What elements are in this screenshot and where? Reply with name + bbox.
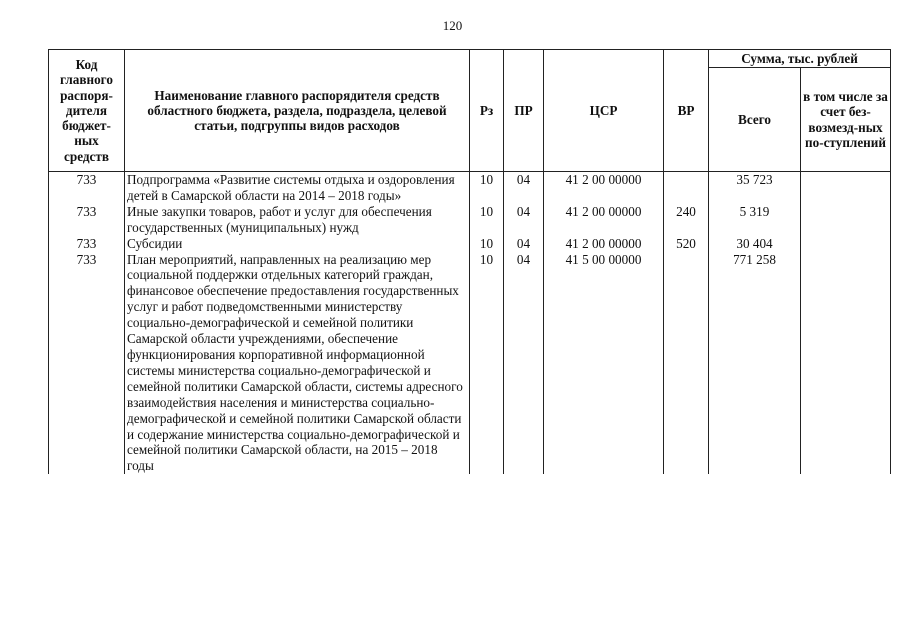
- row-rz: 10: [470, 172, 504, 204]
- row-incl: [801, 172, 891, 204]
- header-csr: ЦСР: [544, 50, 664, 172]
- header-pr: ПР: [504, 50, 544, 172]
- row-csr: 41 2 00 00000: [544, 172, 664, 204]
- row-vr: 520: [664, 236, 709, 252]
- row-total: 30 404: [709, 236, 801, 252]
- row-name: Субсидии: [125, 236, 470, 252]
- row-incl: [801, 236, 891, 252]
- header-sum: Сумма, тыс. рублей: [709, 50, 891, 68]
- header-code: Код главного распоря-дителя бюджет-ных средств: [49, 50, 125, 172]
- row-code: 733: [49, 204, 125, 236]
- header-name: Наименование главного распорядителя средств областного бюджета, раздела, подраздела, целевой статьи, подгруппы видов расходов: [125, 50, 470, 172]
- row-rz: 10: [470, 236, 504, 252]
- table-row: [49, 236, 891, 252]
- row-incl: [801, 204, 891, 236]
- row-name: Иные закупки товаров, работ и услуг для обеспечения государственных (муниципальных) нужд: [125, 204, 470, 236]
- header-incl: в том числе за счет без-возмезд-ных по-ступлений: [801, 68, 891, 172]
- header-vr: ВР: [664, 50, 709, 172]
- table-row: [49, 252, 891, 475]
- row-rz: 10: [470, 204, 504, 236]
- row-vr: [664, 172, 709, 204]
- row-incl: [801, 252, 891, 475]
- row-total: 771 258: [709, 252, 801, 475]
- row-rz: 10: [470, 252, 504, 475]
- row-csr: 41 2 00 00000: [544, 236, 664, 252]
- row-vr: [664, 252, 709, 475]
- table-row: [49, 172, 891, 204]
- row-total: 35 723: [709, 172, 801, 204]
- row-csr: 41 2 00 00000: [544, 204, 664, 236]
- row-code: 733: [49, 172, 125, 204]
- row-code: 733: [49, 236, 125, 252]
- row-pr: 04: [504, 236, 544, 252]
- row-code: 733: [49, 252, 125, 475]
- table-row: [49, 204, 891, 236]
- header-total: Всего: [709, 68, 801, 172]
- row-csr: 41 5 00 00000: [544, 252, 664, 475]
- header-rz: Рз: [470, 50, 504, 172]
- row-total: 5 319: [709, 204, 801, 236]
- row-name: План мероприятий, направленных на реализацию мер социальной поддержки отдельных категорий граждан, финансовое обеспечение предоставления государственных услуг и работ подведомственными министерству социально-демографической и семейной политики Самарской области учреждениями, обеспечение функционирования корпоративной информационной системы министерства социально-демографической и семейной политики Самарской области, системы адресного взаимодействия населения и министерства социально-демографической и семейной политики Самарской области и содержание министерства социально-демографической и семейной политики Самарской области, на 2015 – 2018 годы: [125, 252, 470, 475]
- row-pr: 04: [504, 252, 544, 475]
- table-header: [49, 50, 891, 172]
- row-pr: 04: [504, 172, 544, 204]
- budget-table: [48, 49, 891, 474]
- page-number: 120: [442, 18, 463, 33]
- row-pr: 04: [504, 204, 544, 236]
- row-vr: 240: [664, 204, 709, 236]
- row-name: Подпрограмма «Развитие системы отдыха и оздоровления детей в Самарской области на 2014 – 2018 годы»: [125, 172, 470, 204]
